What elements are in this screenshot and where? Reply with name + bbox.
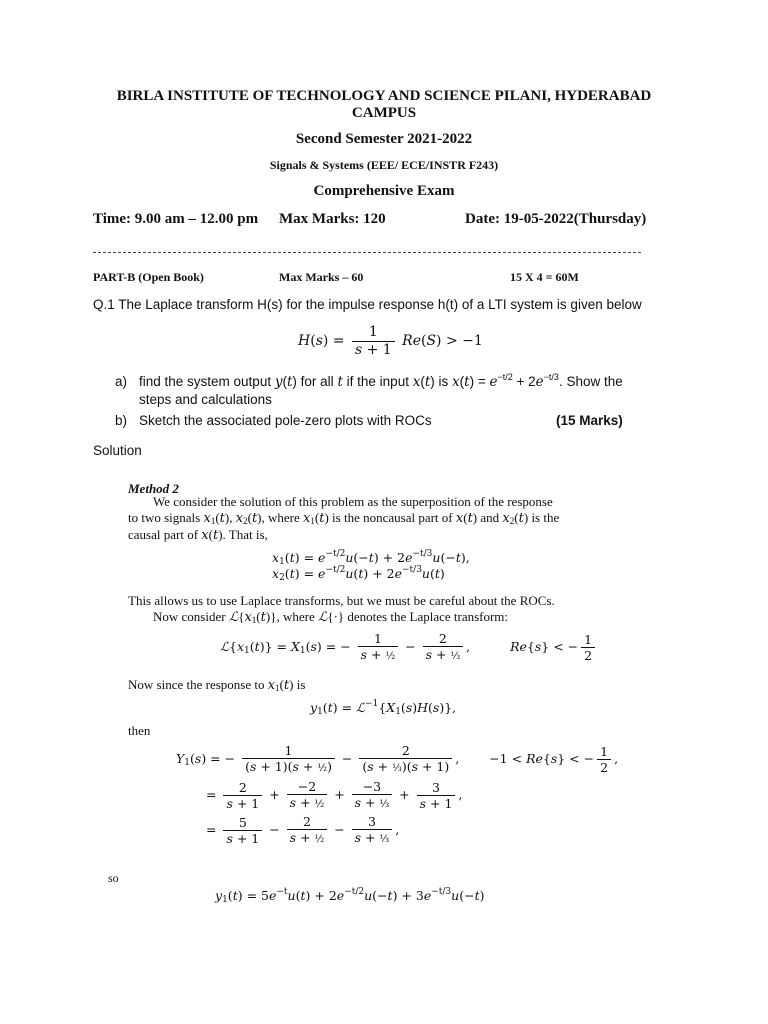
solution-label: Solution [93,443,142,458]
part-a: find the system output y(t) for all t if the input x(t) is $x(t) = e^{-t/2} + 2e^{-t/3}$. Show the [139,372,623,390]
divider [93,252,641,253]
y1-time-domain: $y_1(t) = 5e^{-t}u(t) + 2e^{-t/2}u(-t) + 3e^{-t/3}u(-t)$ [215,887,485,905]
question-text: Q.1 The Laplace transform H(s) for the impulse response h(t) of a LTI system is given below [93,297,642,312]
transfer-function: H(s) = $\frac{1}{s + 1}$ Re(S) > −1 [298,324,483,358]
semester: Second Semester 2021-2022 [295,131,473,147]
so-label: so [108,871,119,885]
question-marks: (15 Marks) [556,413,623,428]
exam-date: Date: 19-05-2022(Thursday) [465,211,647,227]
method-title: Method 2 [128,481,179,496]
exam-time: Time: 9.00 am – 12.00 pm [93,211,259,227]
exam-title: Comprehensive Exam [313,183,455,199]
institute-name [0,88,768,122]
institute-line-2: CAMPUS [351,105,417,121]
part-label: PART-B (Open Book) [93,270,204,284]
part-a-text: find the system output [139,374,272,389]
response-y1-definition: $y_1(t)$ = $ℒ^{-1}\{X_1(s)H(s)\}$, [310,699,457,717]
signal-decomposition: $x_1(t) = e^{-t/2}u(-t) + 2e^{-t/3}u(-t)$, $x_2(t) = e^{-t/2}u(t) + 2e^{-t/3}u(t)$ [272,549,470,583]
course: Signals & Systems (EEE/ ECE/INSTR F243) [269,158,499,172]
part-a-marker: a) [115,374,128,389]
part-b: Sketch the associated pole-zero plots with ROCs [139,413,432,428]
y1-s-line-2: = $\frac{2}{s + 1}$ + $\frac{-2}{\text{s + ½}}$ + $\frac{-3}{\text{s + ⅓}}$ + $\frac{3}{s + 1}$ , [206,779,463,811]
part-b-marker: b) [115,413,128,428]
part-marks: Max Marks – 60 [279,270,364,284]
laplace-x1: $ℒ\{x_1(t)\} = X_1(s)$ = − $\frac{1}{\text{s + ½}}$ − $\frac{2}{\text{s + ⅓}}$ , Re{s} < − $\frac{1}{2}$ [220,632,598,663]
solution-paragraph-3: Now since the response to $x_1(t)$ is [128,677,306,693]
part-a-line-2: steps and calculations [139,392,272,407]
solution-paragraph-1: We consider the solution of this problem as the superposition of the response to two signals $x_1(t)$, $x_2(t)$, where $x_1(t)$ is the noncausal part of x(t) and $x_2(t)$ is the causal part of x(t). That is, [128,494,560,543]
institute-line-1: BIRLA INSTITUTE OF TECHNOLOGY AND SCIENCE PILANI, HYDERABAD [116,88,652,104]
part-scheme: 15 X 4 = 60M [510,270,579,284]
y1-s-line-3: = $\frac{5}{s + 1}$ − $\frac{2}{\text{s + ½}}$ − $\frac{3}{\text{s + ⅓}}$ , [206,814,400,846]
y1-s-line-1: $Y_1(s)$ = − $\frac{1}{\text{(s + 1)(s + ½)}}$ − $\frac{2}{\text{(s + ⅓)(s + 1)}}$ , −1 < Re{s} < − $\frac{1}{2}$ , [176,743,619,775]
exam-max-marks: Max Marks: 120 [279,211,386,227]
then-label: then [128,723,151,738]
solution-paragraph-2: This allows us to use Laplace transforms, but we must be careful about the ROCs. Now consider $ℒ\{x_1(t)\}$, where ℒ{·} denotes the Laplace transform: [128,593,555,625]
